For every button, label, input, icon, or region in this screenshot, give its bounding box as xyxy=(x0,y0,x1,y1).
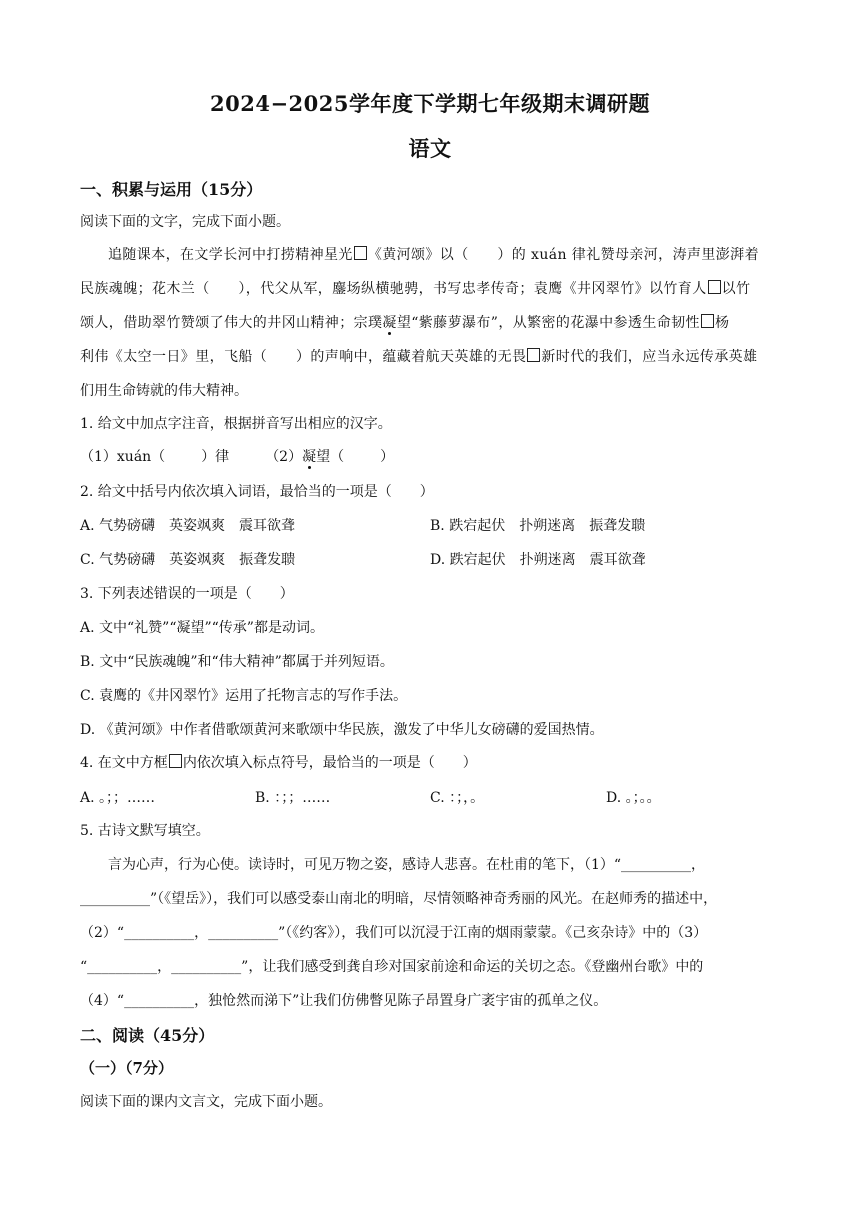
question-5-stem: 5. 古诗文默写填空。 xyxy=(80,823,210,839)
punctuation-box-3 xyxy=(701,314,714,328)
question-1-stem: 1. 给文中加点字注音，根据拼音写出相应的汉字。 xyxy=(80,416,392,432)
question-2-option-b[interactable]: B. 跌宕起伏 扑朔迷离 振聋发聩 xyxy=(430,518,646,534)
punctuation-box-4 xyxy=(527,348,540,362)
question-2-option-c[interactable]: C. 气势磅礴 英姿飒爽 振聋发聩 xyxy=(80,552,296,568)
section-2-heading: 二、阅读（45分） xyxy=(80,1026,215,1045)
section-1-intro: 阅读下面的文字，完成下面小题。 xyxy=(80,214,290,230)
punctuation-box-2 xyxy=(708,280,721,294)
question-2-option-a[interactable]: A. 气势磅礴 英姿飒爽 震耳欲聋 xyxy=(80,518,296,534)
passage-line-2: 民族魂魄；花木兰（ ），代父从军，鏖场纵横驰骋，书写忠孝传奇；袁鹰《井冈翠竹》以竹育人 以竹 xyxy=(80,281,751,297)
passage-line-5: 们用生命铸就的伟大精神。 xyxy=(80,383,248,399)
question-5-line-2[interactable]: __________”（《望岳》），我们可以感受泰山南北的明暗，尽情领略神奇秀丽的风光。在赵师秀的描述中， xyxy=(80,891,718,907)
box-symbol xyxy=(169,754,182,768)
question-3-option-b[interactable]: B. 文中“民族魂魄”和“伟大精神”都属于并列短语。 xyxy=(80,654,394,670)
passage-line-3: 颂人，借助翠竹赞颂了伟大的井冈山精神；宗璞凝望“紫藤萝瀑布”，从繁密的花瀑中参透生命韧性 杨 xyxy=(80,315,730,331)
question-4-option-b[interactable]: B. ：；；…… xyxy=(255,790,331,806)
dotted-character: 凝 xyxy=(302,449,317,465)
question-3-stem: 3. 下列表述错误的一项是（ ） xyxy=(80,586,294,602)
section-2-sub-heading: （一）（7分） xyxy=(80,1059,173,1077)
dotted-character: 凝 xyxy=(382,315,397,331)
question-3-option-c[interactable]: C. 袁鹰的《井冈翠竹》运用了托物言志的写作手法。 xyxy=(80,688,408,704)
section-2-intro: 阅读下面的课内文言文，完成下面小题。 xyxy=(80,1094,332,1110)
question-4-option-d[interactable]: D. 。；。。 xyxy=(606,790,661,806)
question-4-option-c[interactable]: C. ：；，。 xyxy=(430,790,485,806)
question-4-option-a[interactable]: A. 。；；…… xyxy=(80,790,156,806)
question-2-option-d[interactable]: D. 跌宕起伏 扑朔迷离 震耳欲聋 xyxy=(430,552,646,568)
punctuation-box-1 xyxy=(354,246,367,260)
exam-title: 2024−2025学年度下学期七年级期末调研题 xyxy=(210,91,650,116)
question-5-line-4[interactable]: “__________，__________”，让我们感受到龚自珍对国家前途和命运的关切之态。《登幽州台歌》中的 xyxy=(80,959,704,975)
question-5-line-1[interactable]: 言为心声，行为心使。读诗时，可见万物之姿，感诗人悲喜。在杜甫的笔下，（1）“__________， xyxy=(108,857,706,873)
question-4-stem: 4. 在文中方框 内依次填入标点符号，最恰当的一项是（ ） xyxy=(80,755,477,771)
question-3-option-d[interactable]: D. 《黄河颂》中作者借歌颂黄河来歌颂中华民族，激发了中华儿女磅礴的爱国热情。 xyxy=(80,722,604,738)
question-2-stem: 2. 给文中括号内依次填入词语，最恰当的一项是（ ） xyxy=(80,484,434,500)
question-1-answers: （1）xuán（ ）律 （2）凝望（ ） xyxy=(80,449,395,465)
question-5-line-5[interactable]: （4）“__________，独怆然而涕下”让我们仿佛瞥见陈子昂置身广袤宇宙的孤单之仪。 xyxy=(80,993,608,1009)
subject-title: 语文 xyxy=(408,136,452,161)
section-1-heading: 一、积累与运用（15分） xyxy=(80,180,263,199)
passage-line-1: 追随课本，在文学长河中打捞精神星光 《黄河颂》以（ ）的 xuán 律礼赞母亲河，涛声里澎湃着 xyxy=(108,247,759,263)
question-3-option-a[interactable]: A. 文中“礼赞”“凝望”“传承”都是动词。 xyxy=(80,620,324,636)
passage-line-4: 利伟《太空一日》里，飞船（ ）的声响中，蕴藏着航天英雄的无畏 新时代的我们，应当永远传承英雄 xyxy=(80,349,758,365)
question-5-line-3[interactable]: （2）“__________，__________”（《约客》），我们可以沉浸于江南的烟雨蒙蒙。《己亥杂诗》中的（3） xyxy=(80,925,708,941)
